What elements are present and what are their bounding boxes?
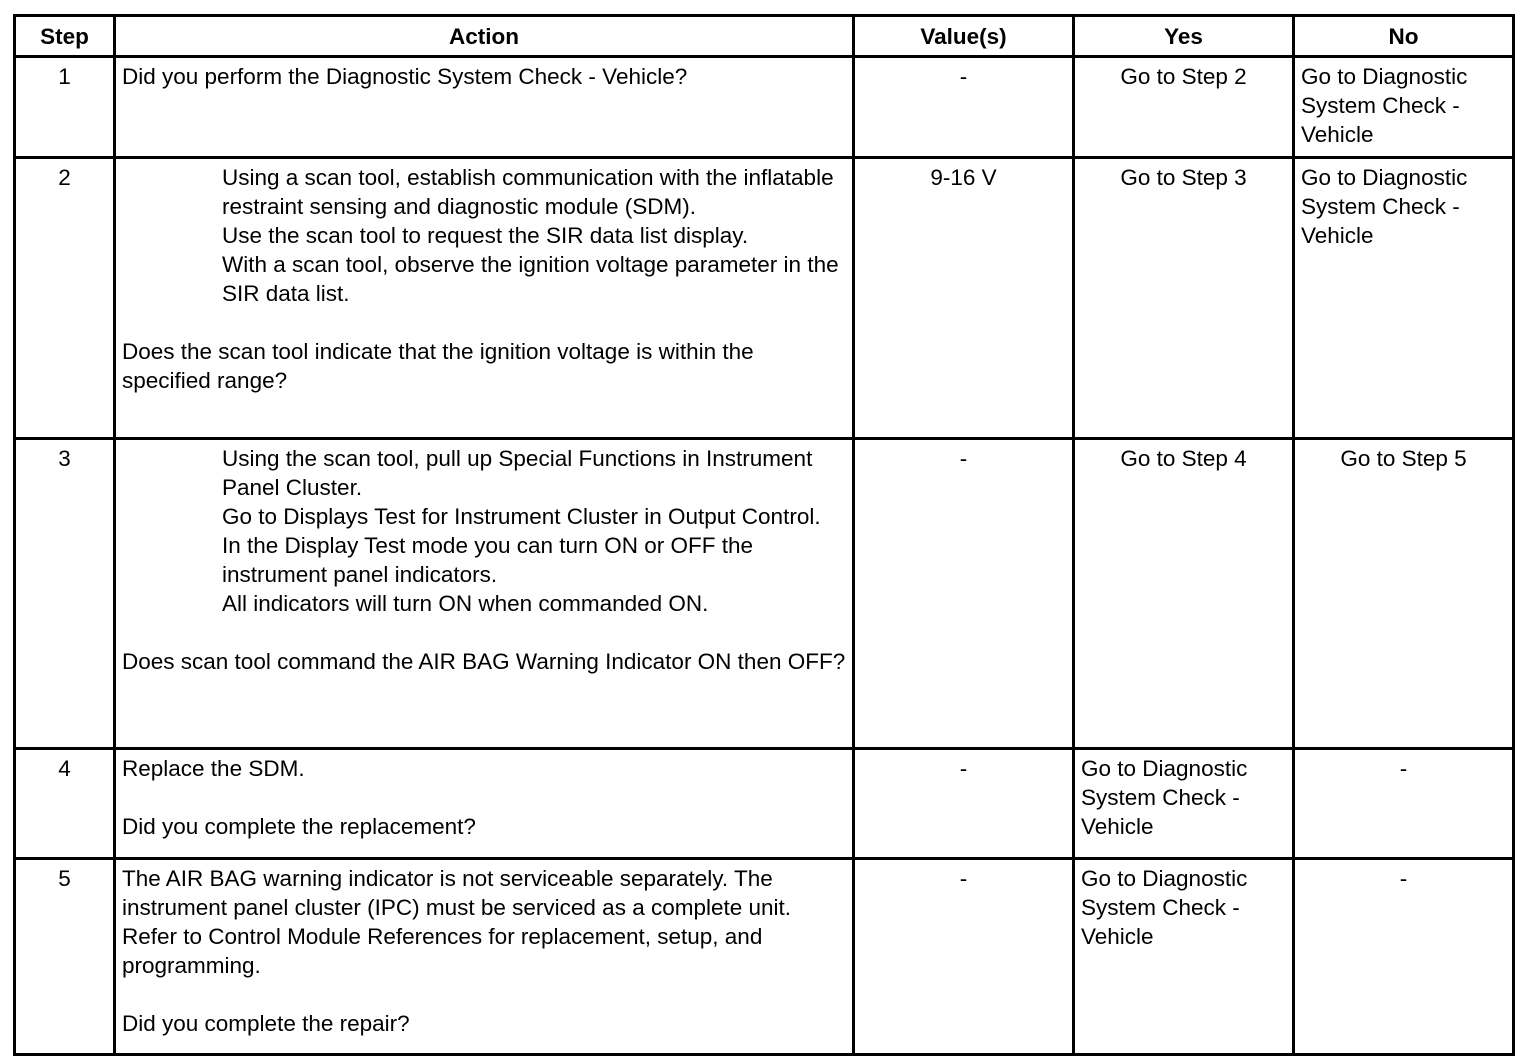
substep-item: Go to Displays Test for Instrument Cluster in Output Control.: [222, 504, 821, 529]
substep-list: [122, 444, 846, 618]
header-no: No: [1294, 16, 1514, 57]
step-number: 1: [58, 64, 71, 89]
step-number: 3: [58, 446, 71, 471]
substep-item: In the Display Test mode you can turn ON or OFF the instrument panel indicators.: [222, 533, 754, 587]
header-action: Action: [115, 16, 854, 57]
substep-item: All indicators will turn ON when commanded ON.: [222, 591, 709, 616]
value-text: -: [959, 756, 968, 781]
substep-item: Use the scan tool to request the SIR data list display.: [222, 223, 749, 248]
header-step: Step: [15, 16, 115, 57]
value-text: 9-16 V: [930, 165, 997, 190]
value-text: -: [959, 64, 968, 89]
substep-list: [122, 163, 846, 308]
table-row: [15, 57, 1514, 158]
action-text: Replace the SDM.: [122, 756, 305, 781]
table-row: [15, 859, 1514, 1055]
diagnostic-table: [13, 14, 1515, 1056]
yes-text: Go to Step 4: [1120, 446, 1247, 471]
yes-text: Go to Diagnostic System Check - Vehicle: [1081, 756, 1248, 839]
action-text: Did you perform the Diagnostic System Check - Vehicle?: [122, 64, 688, 89]
question-text: Did you complete the replacement?: [122, 814, 476, 839]
header-values: Value(s): [854, 16, 1074, 57]
question-text: Does scan tool command the AIR BAG Warning Indicator ON then OFF?: [122, 649, 846, 674]
value-text: -: [959, 866, 968, 891]
substep-item: Using a scan tool, establish communication with the inflatable restraint sensing and diagnostic module (SDM).: [222, 165, 834, 219]
question-text: Does the scan tool indicate that the ignition voltage is within the specified range?: [122, 339, 754, 393]
no-text: Go to Diagnostic System Check - Vehicle: [1301, 165, 1468, 248]
table-row: [15, 158, 1514, 439]
action-text: The AIR BAG warning indicator is not serviceable separately. The instrument panel cluster (IPC) must be serviced as a complete unit. Refer to Control Module References for replacement, setup, and programming.: [122, 866, 792, 978]
yes-text: Go to Diagnostic System Check - Vehicle: [1081, 866, 1248, 949]
header-yes: Yes: [1074, 16, 1294, 57]
question-text: Did you complete the repair?: [122, 1011, 410, 1036]
yes-text: Go to Step 2: [1120, 64, 1247, 89]
substep-item: With a scan tool, observe the ignition voltage parameter in the SIR data list.: [222, 252, 839, 306]
value-text: -: [959, 446, 968, 471]
table-row: [15, 749, 1514, 859]
step-number: 5: [58, 866, 71, 891]
header-row: [15, 16, 1514, 57]
no-text: -: [1399, 756, 1408, 781]
yes-text: Go to Step 3: [1120, 165, 1247, 190]
table-row: [15, 439, 1514, 749]
no-text: Go to Diagnostic System Check - Vehicle: [1301, 64, 1468, 147]
no-text: -: [1399, 866, 1408, 891]
step-number: 2: [58, 165, 71, 190]
step-number: 4: [58, 756, 71, 781]
substep-item: Using the scan tool, pull up Special Functions in Instrument Panel Cluster.: [222, 446, 813, 500]
no-text: Go to Step 5: [1340, 446, 1467, 471]
